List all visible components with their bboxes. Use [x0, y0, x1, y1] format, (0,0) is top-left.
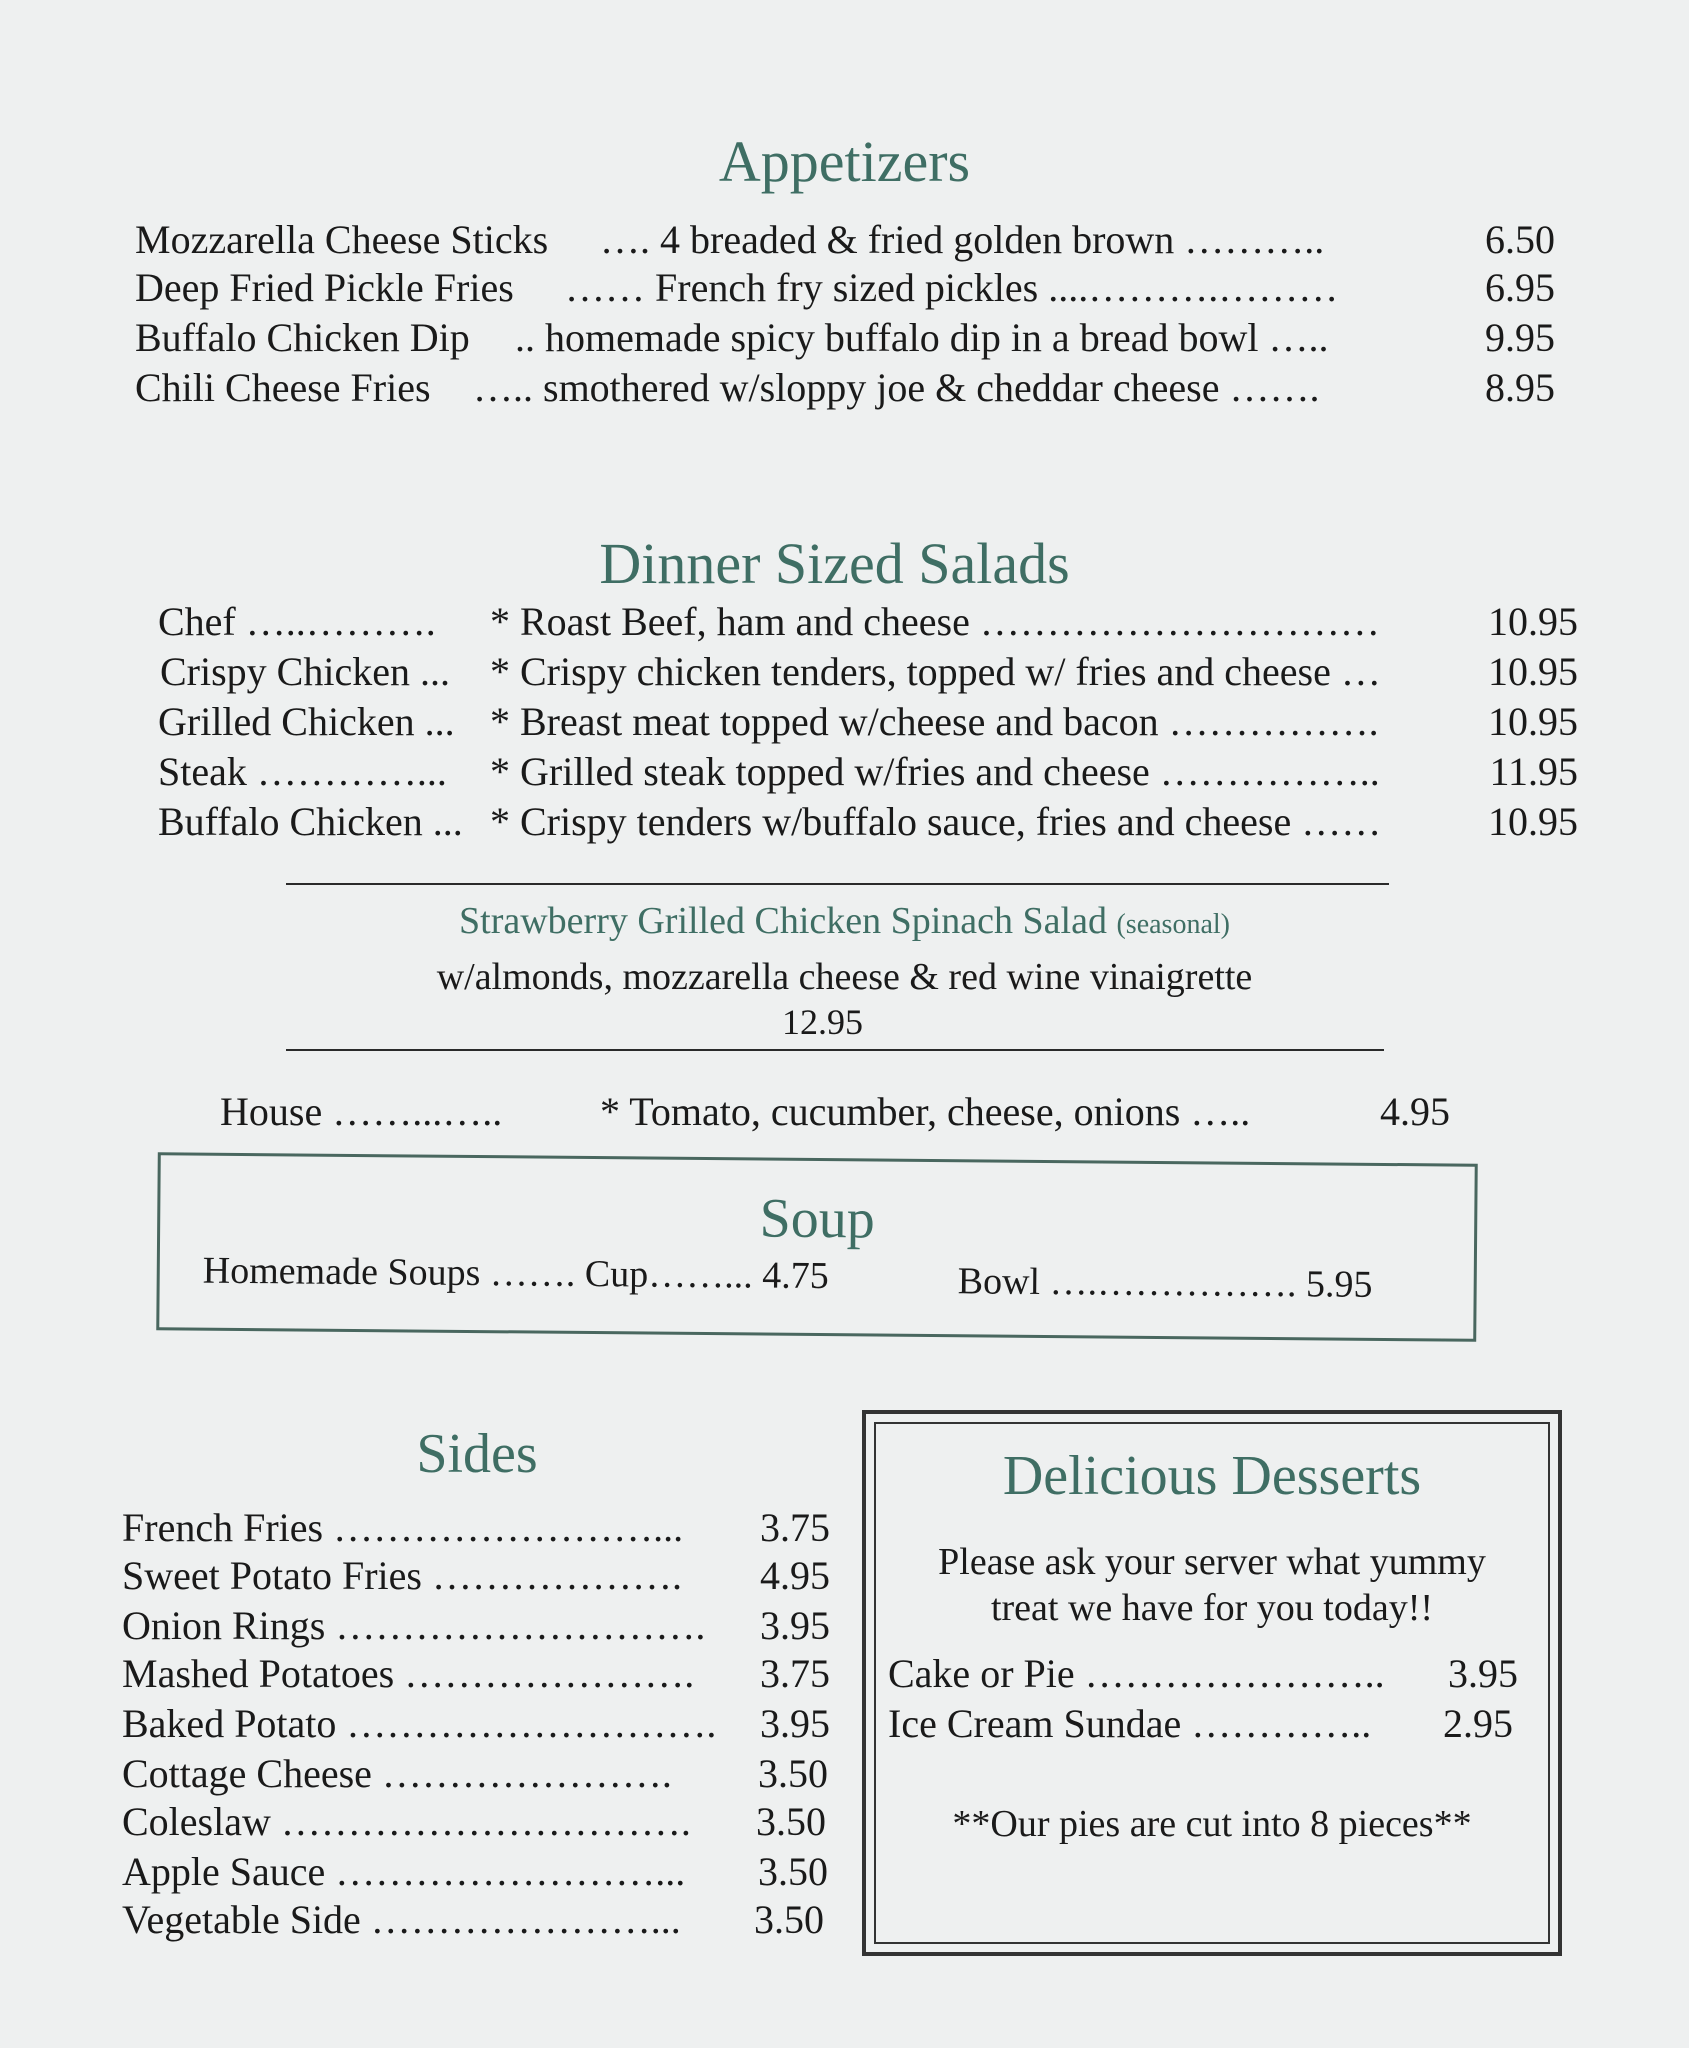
- appetizer-price: 8.95: [1485, 365, 1555, 410]
- divider: [286, 1049, 1384, 1051]
- side-price: 3.75: [760, 1505, 830, 1550]
- side-name: French Fries ……………………...: [122, 1505, 684, 1550]
- salad-name: Chef …..……….: [158, 599, 436, 644]
- seasonal-note: (seasonal): [1116, 909, 1230, 940]
- salads-title: Dinner Sized Salads: [599, 531, 1070, 596]
- soup-box: [156, 1152, 1478, 1342]
- dessert-row: [888, 1651, 1518, 1700]
- side-name: Coleslaw ………………………….: [122, 1799, 691, 1844]
- appetizer-name: Chili Cheese Fries: [135, 365, 431, 410]
- salad-desc: * Crispy chicken tenders, topped w/ fries and cheese …: [490, 649, 1381, 694]
- desserts-intro-line1: Please ask your server what yummy: [938, 1541, 1486, 1583]
- side-row: [122, 1603, 830, 1652]
- appetizer-desc: .. homemade spicy buffalo dip in a bread bowl …..: [515, 315, 1329, 360]
- special-salad-price: 12.95: [782, 1002, 863, 1042]
- salad-price: 11.95: [1489, 749, 1578, 794]
- appetizer-row: [135, 365, 1555, 414]
- desserts-intro-line2: treat we have for you today!!: [990, 1587, 1434, 1629]
- appetizer-row: [135, 315, 1555, 364]
- side-row: [122, 1849, 828, 1898]
- pies-note: **Our pies are cut into 8 pieces**: [952, 1803, 1472, 1845]
- side-row: [122, 1799, 826, 1848]
- salad-name: Crispy Chicken ...: [160, 649, 450, 694]
- side-name: Onion Rings ……………………….: [122, 1603, 706, 1648]
- dessert-name: Cake or Pie …………………..: [888, 1651, 1385, 1696]
- side-name: Mashed Potatoes ………………….: [122, 1651, 695, 1696]
- appetizer-price: 6.95: [1485, 265, 1555, 310]
- side-row: [122, 1505, 830, 1554]
- appetizer-name: Buffalo Chicken Dip: [135, 315, 470, 360]
- salad-name: Buffalo Chicken ...: [158, 799, 463, 844]
- appetizer-desc: …… French fry sized pickles ....……….………: [565, 265, 1339, 310]
- side-name: Apple Sauce ……………………...: [122, 1849, 686, 1894]
- salad-row: [158, 749, 1578, 798]
- soup-title: Soup: [759, 1187, 876, 1251]
- appetizer-name: Mozzarella Cheese Sticks: [135, 217, 549, 262]
- appetizers-title: Appetizers: [718, 129, 971, 194]
- house-salad-price: 4.95: [1380, 1089, 1450, 1134]
- special-salad-name: [0, 902, 1689, 940]
- salad-price: 10.95: [1488, 699, 1578, 744]
- desserts-title: Delicious Desserts: [1002, 1445, 1422, 1507]
- soup-cup: Homemade Soups ……. Cup……... 4.75: [202, 1249, 829, 1298]
- side-row: [122, 1897, 824, 1946]
- appetizer-row: [135, 265, 1555, 314]
- side-price: 3.75: [760, 1651, 830, 1696]
- sides-title: Sides: [416, 1423, 538, 1485]
- dessert-row: [888, 1701, 1513, 1750]
- appetizer-desc: …. 4 breaded & fried golden brown ………..: [600, 217, 1325, 262]
- salad-desc: * Breast meat topped w/cheese and bacon …………….: [490, 699, 1379, 744]
- house-salad-row: [220, 1089, 1450, 1138]
- side-price: 3.95: [760, 1701, 830, 1746]
- desserts-box: [862, 1410, 1562, 1956]
- appetizer-row: [135, 217, 1555, 266]
- special-salad-title: Strawberry Grilled Chicken Spinach Salad: [459, 900, 1107, 942]
- side-price: 3.95: [760, 1603, 830, 1648]
- side-price: 3.50: [756, 1799, 826, 1844]
- side-name: Vegetable Side …………………...: [122, 1897, 681, 1942]
- appetizer-price: 9.95: [1485, 315, 1555, 360]
- salad-desc: * Roast Beef, ham and cheese …………………………: [490, 599, 1380, 644]
- salad-row: [158, 599, 1578, 648]
- appetizer-price: 6.50: [1485, 217, 1555, 262]
- house-salad-name: House ……...…..: [220, 1089, 503, 1134]
- salad-name: Steak …………...: [158, 749, 447, 794]
- salad-name: Grilled Chicken ...: [158, 699, 455, 744]
- side-name: Sweet Potato Fries ……………….: [122, 1553, 682, 1598]
- dessert-price: 2.95: [1443, 1701, 1513, 1746]
- side-name: Cottage Cheese ………………….: [122, 1751, 672, 1796]
- salad-price: 10.95: [1488, 599, 1578, 644]
- salad-desc: * Grilled steak topped w/fries and cheese ……………..: [490, 749, 1380, 794]
- divider: [286, 883, 1389, 885]
- appetizer-name: Deep Fried Pickle Fries: [135, 265, 514, 310]
- salad-price: 10.95: [1488, 799, 1578, 844]
- special-salad-desc: w/almonds, mozzarella cheese & red wine vinaigrette: [436, 956, 1253, 998]
- salad-row: [158, 799, 1578, 848]
- salad-desc: * Crispy tenders w/buffalo sauce, fries and cheese ……: [490, 799, 1382, 844]
- salad-price: 10.95: [1488, 649, 1578, 694]
- salad-row: [158, 699, 1578, 748]
- soup-bowl: Bowl ….……………. 5.95: [957, 1260, 1373, 1306]
- side-row: [122, 1553, 830, 1602]
- side-name: Baked Potato ……………………….: [122, 1701, 717, 1746]
- salad-row: [160, 649, 1578, 698]
- side-price: 3.50: [754, 1897, 824, 1942]
- dessert-price: 3.95: [1448, 1651, 1518, 1696]
- dessert-name: Ice Cream Sundae …………..: [888, 1701, 1372, 1746]
- appetizer-desc: ….. smothered w/sloppy joe & cheddar cheese …….: [473, 365, 1320, 410]
- side-price: 3.50: [758, 1751, 828, 1796]
- house-salad-desc: * Tomato, cucumber, cheese, onions …..: [600, 1089, 1251, 1134]
- side-price: 3.50: [758, 1849, 828, 1894]
- side-row: [122, 1701, 830, 1750]
- side-row: [122, 1751, 828, 1800]
- side-price: 4.95: [760, 1553, 830, 1598]
- side-row: [122, 1651, 830, 1700]
